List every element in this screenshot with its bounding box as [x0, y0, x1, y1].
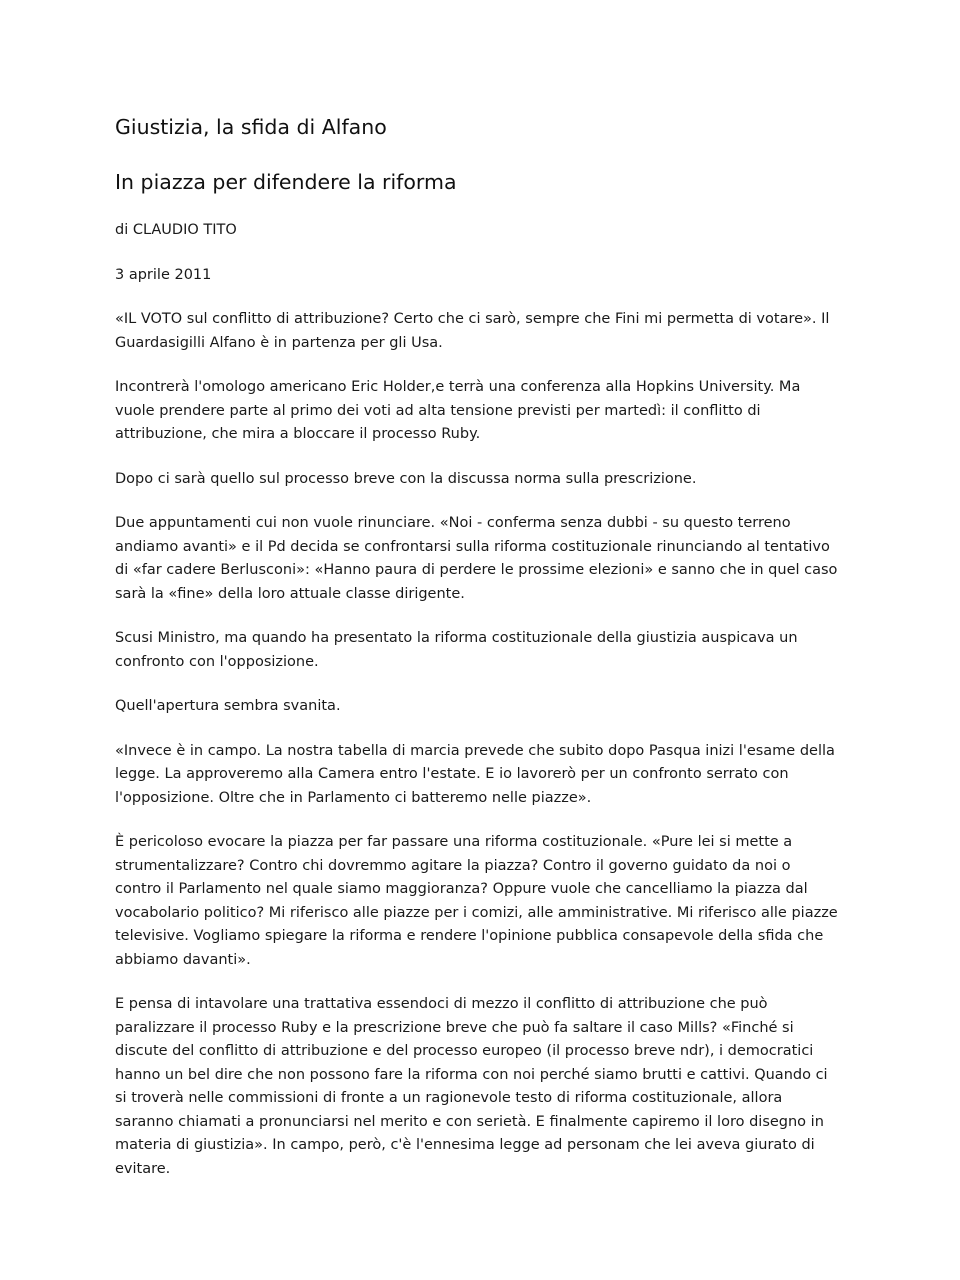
article-paragraph: È pericoloso evocare la piazza per far passare una riforma costituzionale. «Pure lei si mette a strumentalizzare? Contro chi dovremmo agitare la piazza? Contro il governo guidato da noi o contro il Parlamento nel quale siamo maggioranza? Oppure vuole che cancelliamo la piazza dal vocabolario politico? Mi riferisco alle piazze per i comizi, alle amministrative. Mi riferisco alle piazze televisive. Vogliamo spiegare la riforma e rendere l'opinione pubblica consapevole della sfida che abbiamo davanti».: [115, 834, 838, 968]
article-paragraph: «IL VOTO sul conflitto di attribuzione? Certo che ci sarò, sempre che Fini mi permetta di votare». Il Guardasigilli Alfano è in partenza per gli Usa.: [115, 311, 830, 351]
article-paragraph: Incontrerà l'omologo americano Eric Holder,e terrà una conferenza alla Hopkins University. Ma vuole prendere parte al primo dei voti ad alta tensione previsti per martedì: il conflitto di attribuzione, che mira a bloccare il processo Ruby.: [115, 379, 801, 442]
article-subtitle: In piazza per difendere la riforma: [115, 170, 457, 194]
article-body: [115, 308, 840, 1181]
article-paragraph: Dopo ci sarà quello sul processo breve con la discussa norma sulla prescrizione.: [115, 470, 697, 487]
article-paragraph: Quell'apertura sembra svanita.: [115, 698, 341, 714]
article-author: di CLAUDIO TITO: [115, 222, 237, 238]
article-date: 3 aprile 2011: [115, 266, 212, 283]
article-paragraph: «Invece è in campo. La nostra tabella di marcia prevede che subito dopo Pasqua inizi l'esame della legge. La approveremo alla Camera entro l'estate. E io lavorerò per un confronto serrato con l'opposizione. Oltre che in Parlamento ci batteremo nelle piazze».: [115, 742, 835, 806]
article-paragraph: E pensa di intavolare una trattativa essendoci di mezzo il conflitto di attribuzione che può paralizzare il processo Ruby e la prescrizione breve che può fa saltare il caso Mills? «Finché si discute del conflitto di attribuzione e del processo europeo (il processo breve ndr), i democratici hanno un bel dire che non possono fare la riforma con noi perché siamo brutti e cattivi. Quando ci si troverà nelle commissioni di fronte a un ragionevole testo di riforma costituzionale, allora saranno chiamati a pronunciarsi nel merito e con serietà. E finalmente capiremo il loro disegno in materia di giustizia». In campo, però, c'è l'ennesima legge ad personam che lei aveva giurato di evitare.: [115, 996, 828, 1177]
article-title: Giustizia, la sfida di Alfano: [115, 115, 387, 139]
article-paragraph: Scusi Ministro, ma quando ha presentato la riforma costituzionale della giustizia auspicava un confronto con l'opposizione.: [115, 630, 798, 670]
article-paragraph: Due appuntamenti cui non vuole rinunciare. «Noi - conferma senza dubbi - su questo terreno andiamo avanti» e il Pd decida se confrontarsi sulla riforma costituzionale rinunciando al tentativo di «far cadere Berlusconi»: «Hanno paura di perdere le prossime elezioni» e sanno che in quel caso sarà la «fine» della loro attuale classe dirigente.: [115, 515, 838, 602]
